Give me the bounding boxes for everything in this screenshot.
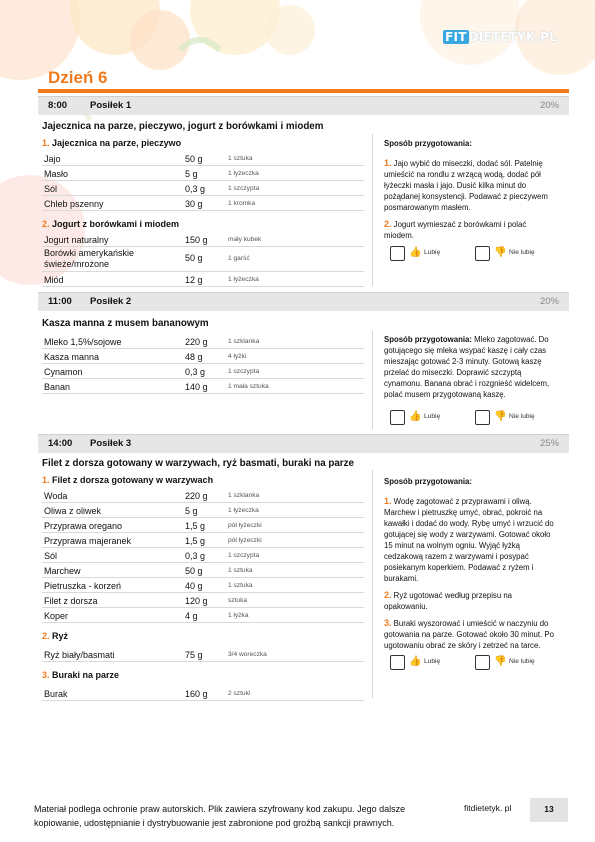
ingredient-row: Filet z dorsza 120 g sztuka	[42, 593, 364, 608]
meal-2-ingredients	[42, 334, 364, 394]
meal-3-ingredients	[42, 473, 364, 701]
meal-percent: 20%	[539, 100, 559, 111]
meal-1-rating: 👍 Lubię 👎 Nie lubię	[390, 246, 560, 262]
ingredient-row: Koper 4 g 1 łyżka	[42, 608, 364, 623]
meal-3-preparation	[384, 476, 554, 657]
fitdietetyk-logo: FIT DIETETYK.PL	[445, 30, 557, 44]
title-divider	[38, 89, 569, 93]
preparation-step: 1. Jajo wybić do miseczki, dodać sól. Patelnię umieścić na rondlu z wrzącą wodą, dodać pół łyżeczki masła i jajo. Dusić kilka minut do pożądanej konsystencji. Podawać z pieczywem posmarowanym masłem.	[384, 158, 548, 212]
ingredient-row: Mleko 1,5%/sojowe 220 g 1 szklanka	[42, 334, 364, 349]
day-title: Dzień 6	[48, 68, 108, 87]
like-checkbox[interactable]	[390, 410, 405, 425]
meal-percent: 25%	[539, 438, 559, 449]
ingredient-row: Marchew 50 g 1 sztuka	[42, 563, 364, 578]
ingredient-row: Woda 220 g 1 szklanka	[42, 488, 364, 503]
like-checkbox[interactable]	[390, 655, 405, 670]
thumbs-down-icon: 👎	[494, 656, 507, 667]
ingredient-group-title: 1. Filet z dorsza gotowany w warzywach	[42, 475, 214, 485]
ingredient-row: Cynamon 0,3 g 1 szczypta	[42, 364, 364, 379]
ingredient-row: Masło 5 g 1 łyżeczka	[42, 166, 364, 181]
thumbs-down-icon: 👎	[494, 411, 507, 422]
meal-name: Posiłek 2	[90, 296, 132, 307]
ingredient-group-title: 3. Buraki na parze	[42, 670, 120, 680]
preparation-text: Sposób przygotowania: Mleko zagotować. Do gotującego się mleka wsypać kaszę i cały czas mieszając gotować 2-3 minuty. Gotową kaszę przelać do miseczki. Doprawić szczyptą cynamonu. Banana obrać i rozgnieść widelcem, polać musem przygotowaną kaszę.	[384, 335, 550, 399]
ingredient-row: Sól 0,3 g 1 szczypta	[42, 548, 364, 563]
preparation-step: 3. Buraki wyszorować i umieścić w naczyniu do gotowania na parze. Gotować około 30 minut. Po ugotowaniu obrać ze skóry i zetrzeć na tarce.	[384, 618, 554, 650]
ingredient-group-title: 2. Jogurt z borówkami i miodem	[42, 219, 180, 229]
thumbs-down-icon: 👎	[494, 247, 507, 258]
ingredient-group-title: 1. Jajecznica na parze, pieczywo	[42, 138, 182, 148]
ingredient-group-title: 2. Ryż	[42, 631, 69, 641]
thumbs-up-icon: 👍	[409, 247, 422, 258]
dish-title: Filet z dorsza gotowany w warzywach, ryż basmati, buraki na parze	[42, 458, 354, 469]
dish-title: Kasza manna z musem bananowym	[42, 318, 209, 329]
column-divider	[372, 134, 373, 286]
thumbs-up-icon: 👍	[409, 656, 422, 667]
meal-2-rating: 👍 Lubię 👎 Nie lubię	[390, 410, 560, 426]
like-checkbox[interactable]	[390, 246, 405, 261]
ingredient-row: Banan 140 g 1 mała sztuka	[42, 379, 364, 394]
ingredient-row: Oliwa z oliwek 5 g 1 łyżeczka	[42, 503, 364, 518]
preparation-step: 2. Ryż ugotować według przepisu na opakowaniu.	[384, 590, 513, 611]
ingredient-row: Jogurt naturalny 150 g mały kubek	[42, 232, 364, 247]
meal-2-preparation	[384, 334, 554, 406]
preparation-heading: Sposób przygotowania:	[384, 477, 472, 486]
meal-1-ingredients	[42, 136, 364, 287]
column-divider	[372, 470, 373, 698]
ingredient-row: Przyprawa majeranek 1,5 g pół łyżeczki	[42, 533, 364, 548]
meal-name: Posiłek 3	[90, 438, 132, 449]
preparation-heading: Sposób przygotowania:	[384, 139, 472, 148]
footer-site-link[interactable]: fitdietetyk. pl	[464, 803, 512, 813]
dislike-checkbox[interactable]	[475, 246, 490, 261]
meal-1-preparation	[384, 138, 554, 247]
dish-title: Jajecznica na parze, pieczywo, jogurt z borówkami i miodem	[42, 121, 324, 132]
copyright-notice: Materiał podlega ochronie praw autorskich. Plik zawiera szyfrowany kod zakupu. Jego dalsze kopiowanie, udostępnianie i dystrybuowanie jest zabronione pod groźbą sankcji prawnych.	[34, 804, 406, 828]
ingredient-row: Miód 12 g 1 łyżeczka	[42, 272, 364, 287]
ingredient-row: Kasza manna 48 g 4 łyżki	[42, 349, 364, 364]
ingredient-row: Ryż biały/basmati 75 g 3/4 woreczka	[42, 647, 364, 662]
ingredient-row: Borówki amerykańskie świeże/mrożone 50 g 1 garść	[42, 247, 364, 272]
meal-time: 11:00	[48, 296, 72, 307]
dislike-checkbox[interactable]	[475, 655, 490, 670]
thumbs-up-icon: 👍	[409, 411, 422, 422]
meal-3-rating: 👍 Lubię 👎 Nie lubię	[390, 655, 560, 671]
column-divider	[372, 331, 373, 429]
meal-percent: 20%	[539, 296, 559, 307]
meal-1-header	[38, 96, 569, 115]
ingredient-row: Przyprawa oregano 1,5 g pół łyżeczki	[42, 518, 364, 533]
meal-time: 14:00	[48, 438, 73, 449]
preparation-step: 2. Jogurt wymieszać z borówkami i polać miodem.	[384, 219, 527, 240]
ingredient-row: Chleb pszenny 30 g 1 kromka	[42, 196, 364, 211]
page-number: 13	[530, 798, 568, 822]
meal-time: 8:00	[48, 100, 68, 111]
ingredient-row: Sól 0,3 g 1 szczypta	[42, 181, 364, 196]
ingredient-row: Burak 160 g 2 sztuki	[42, 686, 364, 701]
meal-3-header	[38, 434, 569, 453]
ingredient-row: Pietruszka - korzeń 40 g 1 sztuka	[42, 578, 364, 593]
preparation-step: 1. Wodę zagotować z przyprawami i oliwą. Marchew i pietruszkę umyć, obrać, pokroić na kawałki i dodać do wody. Rybę umyć i wrzucić do gotującej się wody z warzywami. Gotować około 15 minut na wolnym ogniu. Wyjąć łyżką cedzakową razem z warzywami i posypać posiekanym koperkiem. Podawać z ryżem i burakami.	[384, 496, 554, 583]
ingredient-row: Jajo 50 g 1 sztuka	[42, 151, 364, 166]
meal-name: Posiłek 1	[90, 100, 132, 111]
dislike-checkbox[interactable]	[475, 410, 490, 425]
meal-2-header	[38, 292, 569, 311]
